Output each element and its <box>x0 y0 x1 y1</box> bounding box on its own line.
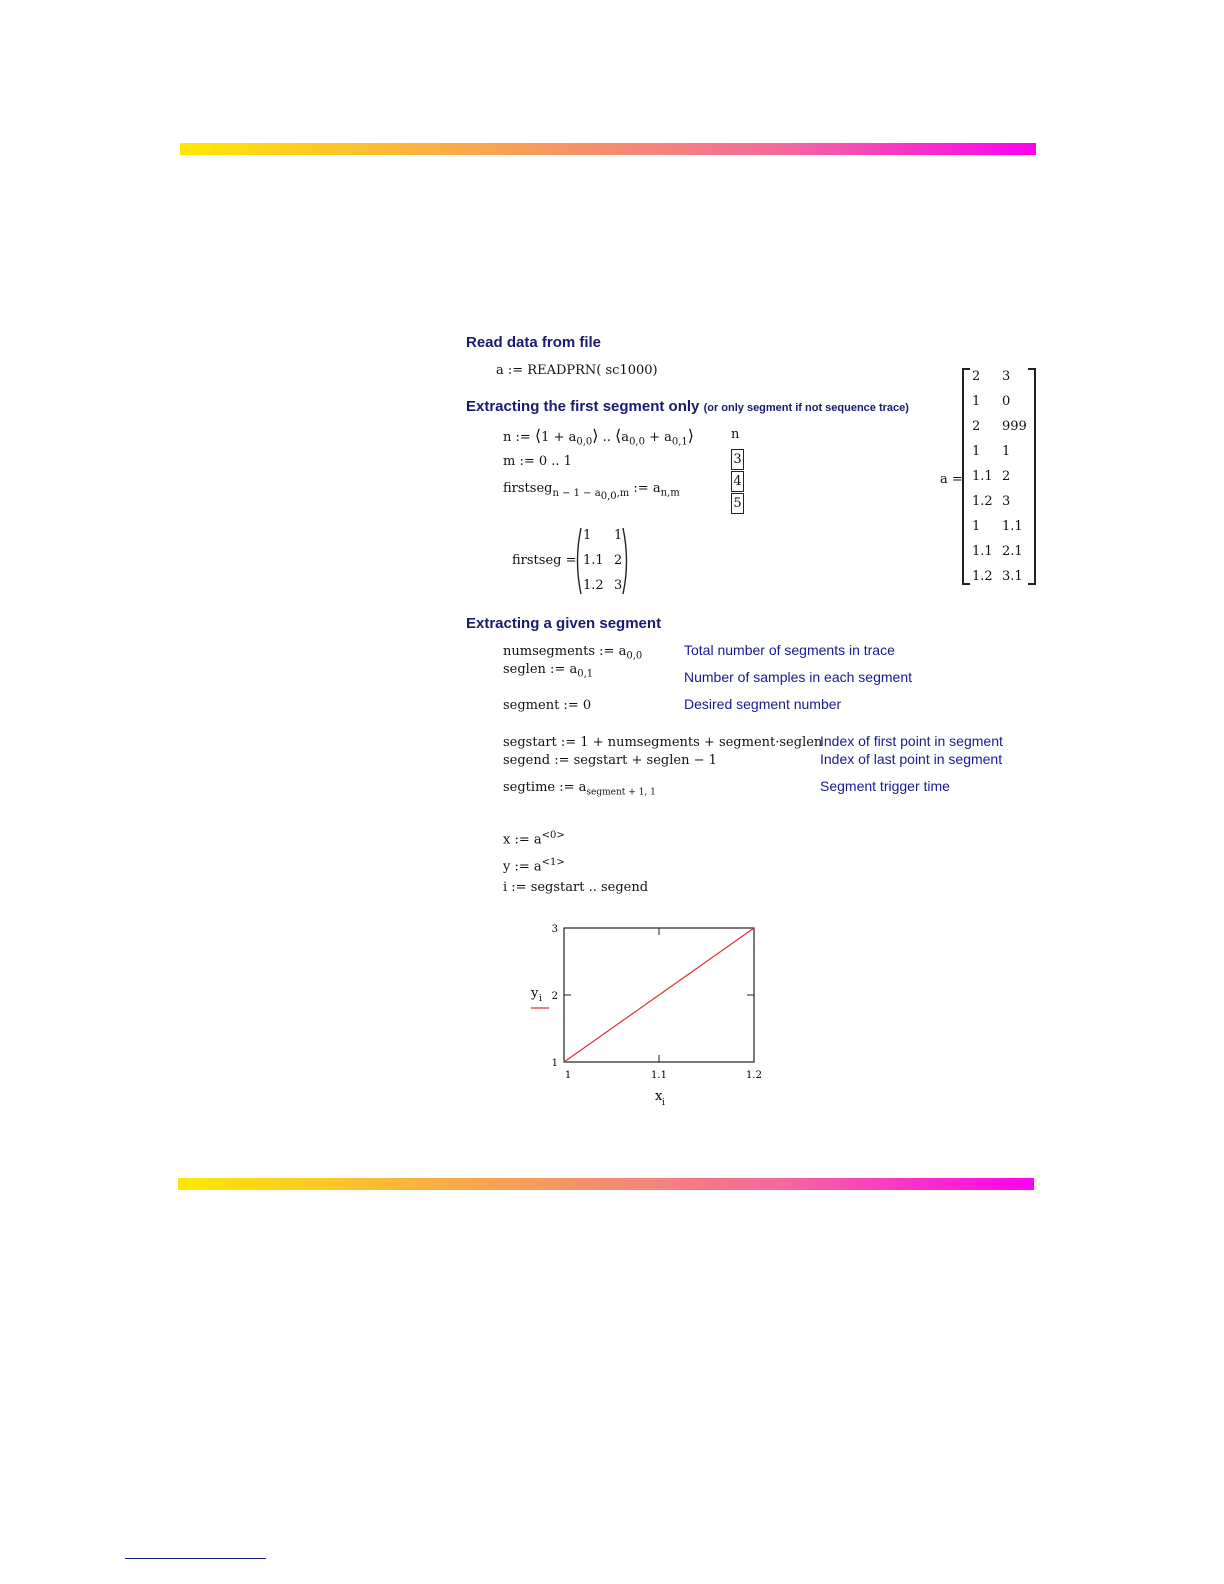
x-axis-label-sub: i <box>662 1098 665 1108</box>
firstseg-cell: 1 <box>614 528 623 543</box>
note-trigger-time: Segment trigger time <box>820 778 950 794</box>
y-tick-label: 3 <box>551 924 558 935</box>
y-definition: y := $a^{<1>}$ <box>503 857 565 875</box>
matrix-a-cell: 2 <box>972 419 981 434</box>
heading-first-segment-note: (or only segment if not sequence trace) <box>703 402 909 414</box>
m-range-definition: m := 0 .. 1 <box>503 454 572 469</box>
matrix-a-cell: 3 <box>1002 369 1011 384</box>
firstseg-cell: 1.1 <box>583 553 604 568</box>
note-samples-per-segment: Number of samples in each segment <box>684 669 912 685</box>
matrix-a-cell: 1.2 <box>972 494 993 509</box>
y-axis-label-sub: i <box>539 994 542 1004</box>
heading-given-segment: Extracting a given segment <box>466 615 662 632</box>
segtime-definition: segtime := $a_{segment + 1, 1}$ <box>503 780 656 798</box>
firstseg-cell: 1 <box>583 528 592 543</box>
matrix-a-cell: 1.1 <box>1002 519 1023 534</box>
segment-line-chart <box>520 915 780 1115</box>
matrix-a-cell: 1 <box>972 519 981 534</box>
matrix-a-cell: 3 <box>1002 494 1011 509</box>
firstseg-assignment: firstseg$_{n - 1 - a_{0,0},m}$ := $a_{n,m}$ <box>503 481 680 502</box>
i-range-definition: i := segstart .. segend <box>503 880 649 895</box>
n-result-label: n <box>731 427 740 442</box>
n-range-definition: n := ⟨1 + $a_{0,0}⟩$ .. $⟨a_{0,0}$ + $a_{0,1}⟩$ <box>503 426 695 448</box>
firstseg-cell: 3 <box>614 578 623 593</box>
segstart-definition: segstart := 1 + numsegments + segment·seglen <box>503 735 823 750</box>
x-tick-label: 1 <box>564 1070 572 1081</box>
matrix-a-cell: 3.1 <box>1002 569 1023 584</box>
segment-definition: segment := 0 <box>503 698 592 713</box>
firstseg-right-paren <box>622 527 630 595</box>
matrix-a-cell: 1 <box>972 394 981 409</box>
n-value-2: 5 <box>731 493 744 514</box>
bottom-gradient-rule <box>178 1178 1034 1190</box>
note-last-index: Index of last point in segment <box>820 751 1003 767</box>
series-line <box>564 928 754 1062</box>
matrix-a-cell: 1.1 <box>972 469 993 484</box>
heading-read-data: Read data from file <box>466 334 602 351</box>
matrix-a-label: a = <box>940 472 963 487</box>
x-tick-label: 1.2 <box>746 1070 762 1081</box>
segend-definition: segend := segstart + seglen − 1 <box>503 753 717 768</box>
firstseg-cell: 1.2 <box>583 578 604 593</box>
top-gradient-rule <box>180 143 1036 155</box>
firstseg-left-paren <box>574 527 582 595</box>
seglen-definition: seglen := $a_{0,1}$ <box>503 662 594 680</box>
matrix-a-cell: 2 <box>1002 469 1011 484</box>
note-desired-segment: Desired segment number <box>684 696 842 712</box>
firstseg-result-label: firstseg = <box>512 553 577 568</box>
matrix-a-cell: 1.1 <box>972 544 993 559</box>
matrix-a-cell: 999 <box>1002 419 1027 434</box>
n-value-0: 3 <box>731 449 744 470</box>
x-axis-label: x <box>655 1089 663 1104</box>
matrix-a-cell: 1.2 <box>972 569 993 584</box>
matrix-a-cell: 0 <box>1002 394 1011 409</box>
note-total-segments: Total number of segments in trace <box>684 642 895 658</box>
matrix-a-cell: 1 <box>972 444 981 459</box>
y-tick-label: 2 <box>551 991 558 1002</box>
y-tick-label: 1 <box>551 1058 558 1069</box>
matrix-a-cell: 2.1 <box>1002 544 1023 559</box>
numsegments-definition: numsegments := $a_{0,0}$ <box>503 644 643 662</box>
x-tick-label: 1.1 <box>651 1070 667 1081</box>
matrix-a-cell: 1 <box>1002 444 1011 459</box>
matrix-a-cell: 2 <box>972 369 981 384</box>
readprn-expression: a := READPRN( sc1000) <box>496 363 658 378</box>
n-value-1: 4 <box>731 471 744 492</box>
heading-first-segment: Extracting the first segment only (or only segment if not sequence trace) <box>466 398 909 415</box>
firstseg-cell: 2 <box>614 553 623 568</box>
x-definition: x := $a^{<0>}$ <box>503 830 565 848</box>
footnote-rule <box>125 1558 266 1559</box>
note-first-index: Index of first point in segment <box>820 733 1003 749</box>
y-axis-label: y <box>531 986 539 1001</box>
